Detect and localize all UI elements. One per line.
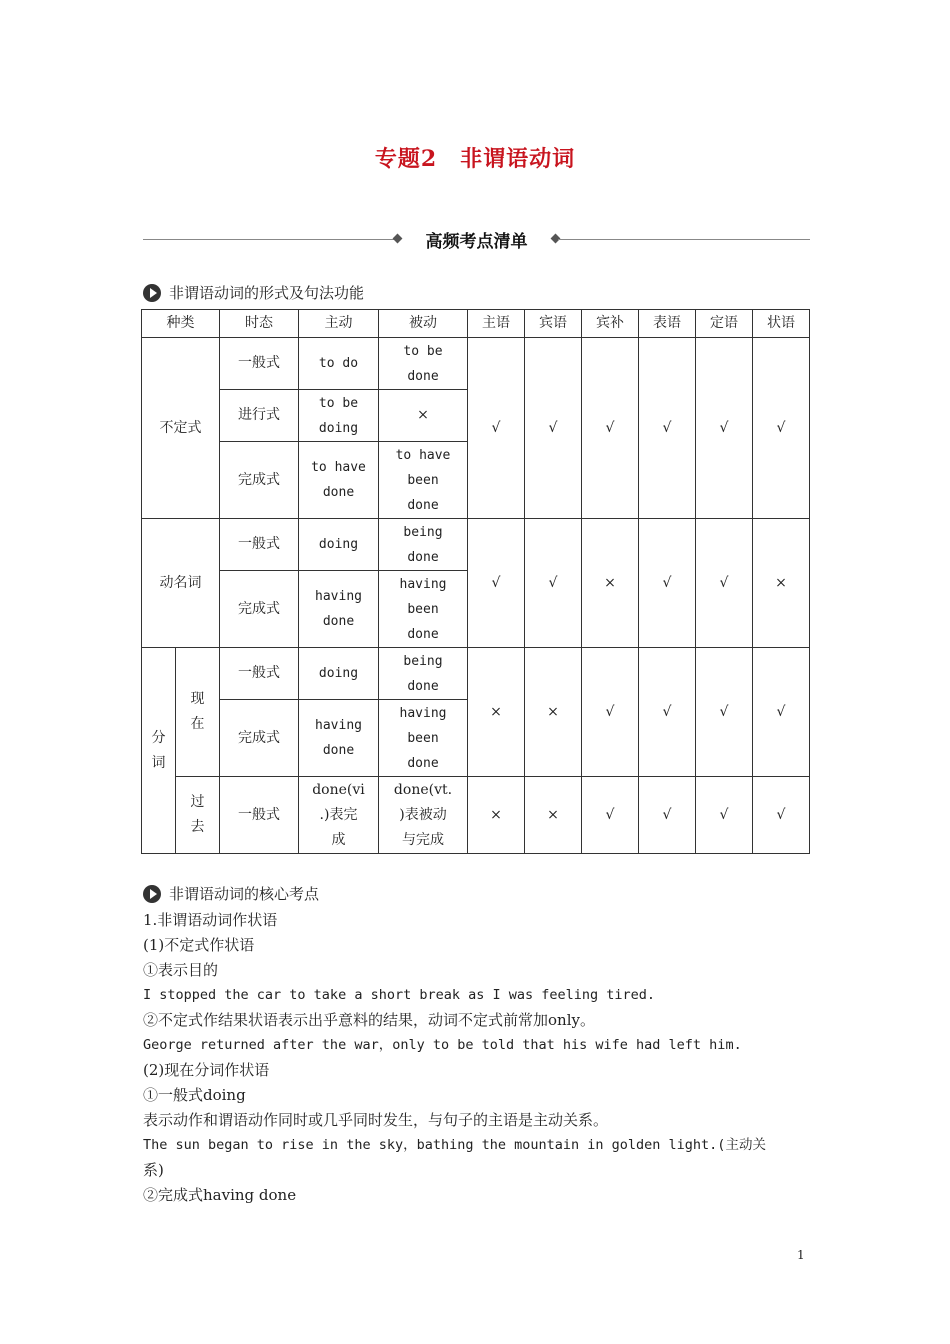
example-sentence: George returned after the war，only to be told that his wife had left him.: [143, 1037, 742, 1053]
body-text: [143, 908, 813, 1208]
banner-right-rule: [558, 239, 810, 240]
active-cell: to be doing: [299, 390, 379, 442]
function-cell: √: [639, 519, 696, 648]
function-cell: ×: [468, 648, 525, 777]
table-row: [142, 519, 810, 571]
header-cell: 被动: [379, 310, 468, 338]
function-cell: √: [468, 338, 525, 519]
example-sentence: The sun began to rise in the sky，bathing the mountain in golden light.(主动关: [143, 1137, 766, 1153]
function-cell: √: [753, 777, 810, 854]
function-cell: √: [696, 338, 753, 519]
body-line: 表示动作和谓语动作同时或几乎同时发生，与句子的主语是主动关系。: [143, 1111, 609, 1129]
body-line: (2)现在分词作状语: [143, 1061, 270, 1079]
function-cell: √: [753, 338, 810, 519]
body-line: (1)不定式作状语: [143, 936, 255, 954]
page-number: 1: [797, 1248, 805, 1262]
body-line: ②完成式having done: [143, 1186, 297, 1204]
banner-title: 高频考点清单: [425, 232, 528, 252]
subkind-cell: 现 在: [176, 648, 220, 777]
body-line: ①表示目的: [143, 961, 219, 979]
body-line: 系): [143, 1161, 164, 1179]
tense-cell: 进行式: [220, 390, 299, 442]
table-header-row: [142, 310, 810, 338]
active-cell: to have done: [299, 442, 379, 519]
function-cell: √: [639, 648, 696, 777]
kind-cell: 不定式: [142, 338, 220, 519]
tense-cell: 完成式: [220, 571, 299, 648]
function-cell: √: [696, 648, 753, 777]
table-row: [142, 648, 810, 700]
passive-cell: being done: [379, 519, 468, 571]
function-cell: √: [582, 648, 639, 777]
passive-cell: having been done: [379, 700, 468, 777]
function-cell: √: [639, 338, 696, 519]
kind-cell: 动名词: [142, 519, 220, 648]
header-cell: 主语: [468, 310, 525, 338]
header-cell: 宾补: [582, 310, 639, 338]
function-cell: √: [639, 777, 696, 854]
function-cell: √: [525, 519, 582, 648]
function-cell: ×: [468, 777, 525, 854]
function-cell: √: [468, 519, 525, 648]
header-cell: 表语: [639, 310, 696, 338]
active-cell: to do: [299, 338, 379, 390]
passive-cell: having been done: [379, 571, 468, 648]
active-cell: having done: [299, 700, 379, 777]
forms-table: [141, 309, 810, 854]
tense-cell: 完成式: [220, 442, 299, 519]
body-line: ②不定式作结果状语表示出乎意料的结果，动词不定式前常加only。: [143, 1011, 595, 1029]
header-cell: 状语: [753, 310, 810, 338]
header-cell: 种类: [142, 310, 220, 338]
active-cell: doing: [299, 648, 379, 700]
function-cell: ×: [525, 777, 582, 854]
tense-cell: 一般式: [220, 519, 299, 571]
example-sentence: I stopped the car to take a short break as I was feeling tired.: [143, 987, 656, 1003]
tense-cell: 一般式: [220, 777, 299, 854]
header-cell: 主动: [299, 310, 379, 338]
page-title: 专题2 非谓语动词: [374, 146, 576, 172]
tense-cell: 完成式: [220, 700, 299, 777]
function-cell: √: [696, 519, 753, 648]
passive-cell: being done: [379, 648, 468, 700]
tense-cell: 一般式: [220, 648, 299, 700]
active-cell: doing: [299, 519, 379, 571]
header-cell: 时态: [220, 310, 299, 338]
play-icon: [143, 885, 161, 903]
section-banner: [143, 227, 810, 253]
tense-cell: 一般式: [220, 338, 299, 390]
header-cell: 宾语: [525, 310, 582, 338]
function-cell: ×: [525, 648, 582, 777]
function-cell: ×: [753, 519, 810, 648]
passive-cell: done(vt. )表被动 与完成: [379, 777, 468, 854]
passive-cell: to be done: [379, 338, 468, 390]
passive-cell: ×: [379, 390, 468, 442]
section-heading-core: 非谓语动词的核心考点: [143, 883, 319, 904]
passive-cell: to have been done: [379, 442, 468, 519]
play-icon: [143, 284, 161, 302]
function-cell: √: [753, 648, 810, 777]
section-heading-forms: 非谓语动词的形式及句法功能: [143, 282, 364, 303]
table-row: [142, 338, 810, 390]
function-cell: √: [696, 777, 753, 854]
function-cell: ×: [582, 519, 639, 648]
body-line: 1.非谓语动词作状语: [143, 911, 278, 929]
active-cell: done(vi .)表完 成: [299, 777, 379, 854]
active-cell: having done: [299, 571, 379, 648]
function-cell: √: [582, 777, 639, 854]
header-cell: 定语: [696, 310, 753, 338]
function-cell: √: [525, 338, 582, 519]
table-row: [142, 777, 810, 854]
kind-cell: 分 词: [142, 648, 176, 854]
subkind-cell: 过 去: [176, 777, 220, 854]
body-line: ①一般式doing: [143, 1086, 246, 1104]
function-cell: √: [582, 338, 639, 519]
